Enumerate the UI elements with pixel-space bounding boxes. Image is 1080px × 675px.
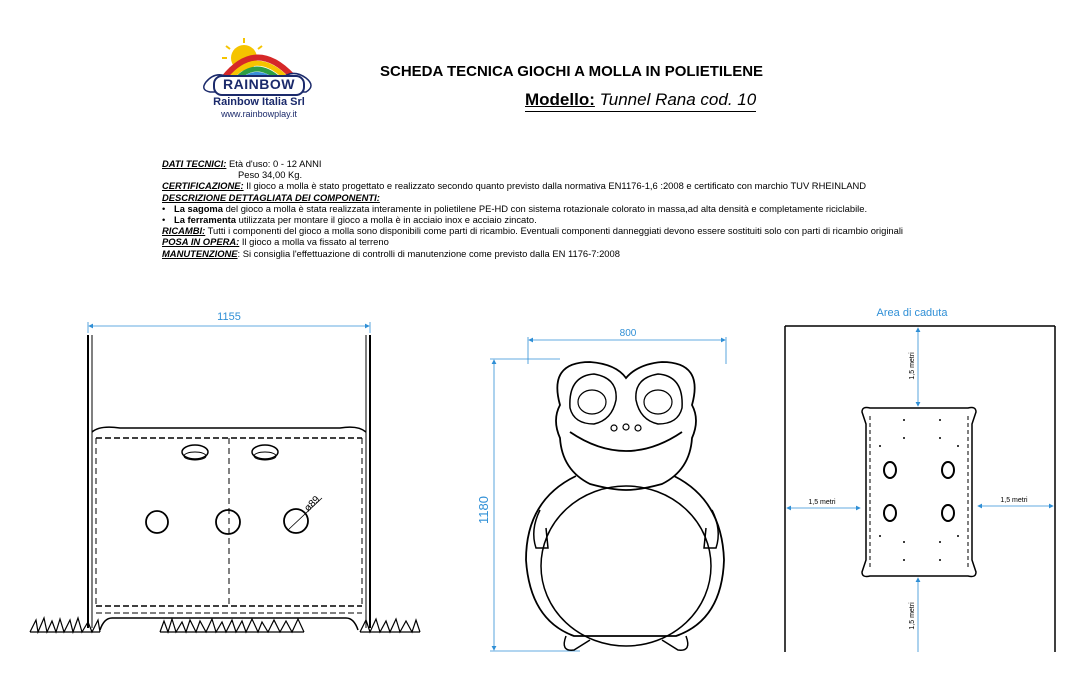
logo-brand: RAINBOW <box>223 76 295 92</box>
fall-right-label: 1,5 metri <box>1000 497 1028 504</box>
hole-diameter-label: ø89 <box>302 494 323 515</box>
manut-label: MANUTENZIONE <box>162 247 238 259</box>
model-value: Tunnel Rana cod. 10 <box>599 90 757 109</box>
logo-company: Rainbow Italia Srl <box>213 96 305 108</box>
dati-label: DATI TECNICI: <box>162 158 227 169</box>
bullet1-bold: La sagoma <box>174 202 223 214</box>
side-width-dimension: 1155 <box>217 311 241 323</box>
logo-website: www.rainbowplay.it <box>221 109 297 119</box>
fall-area-drawing <box>785 326 1055 652</box>
manut-text: : Si consiglia l'effettuazione di controlli di manutenzione come previsto dalla EN 1176-7:2008 <box>237 247 620 259</box>
grass-middle <box>160 619 304 632</box>
ricambi-text: Tutti i componenti del gioco a molla sono disponibili come parti di ricambio. Eventuali componenti danneggiati devono essere sostituiti solo con parti di ricambio originali <box>205 225 904 237</box>
ricambi-label: RICAMBI: <box>162 225 206 237</box>
cert-label: CERTIFICAZIONE: <box>162 180 244 192</box>
fall-top-label: 1,5 metri <box>909 352 916 380</box>
front-height-dimension: 1180 <box>476 496 491 524</box>
frog-front-drawing <box>490 337 726 651</box>
fall-left-label: 1,5 metri <box>808 499 836 506</box>
model-label: Modello: <box>525 90 595 109</box>
dati-weight: Peso 34,00 Kg. <box>238 169 303 181</box>
cert-text: Il gioco a molla è stato progettato e realizzato secondo quanto previsto dalla normativa EN1176-1,6 :2008 e certificato con marchio TUV RHEINLAND <box>246 180 866 192</box>
document-title: SCHEDA TECNICA GIOCHI A MOLLA IN POLIETILENE <box>380 63 764 80</box>
grass-left <box>30 618 100 632</box>
dati-age: Età d'uso: 0 - 12 ANNI <box>229 158 322 169</box>
desc-label: DESCRIZIONE DETTAGLIATA DEI COMPONENTI: <box>162 191 380 203</box>
bullet1-text: del gioco a molla è stata realizzata interamente in polietilene PE-HD con sistema rotazionale colorato in massa,ad alta densità e completamente riciclabile. <box>222 202 868 214</box>
posa-label: POSA IN OPERA: <box>162 236 240 248</box>
front-width-dimension: 800 <box>619 328 637 339</box>
bullet2-text: utilizzata per montare il gioco a molla è in acciaio inox e acciaio zincato. <box>236 214 537 226</box>
bullet2-bold: La ferramenta <box>174 214 237 226</box>
fall-bottom-label: 1,5 metri <box>909 602 916 630</box>
side-view-drawing <box>30 322 420 632</box>
fall-area-title: Area di caduta <box>876 307 948 319</box>
posa-text: Il gioco a molla va fissato al terreno <box>239 236 389 248</box>
